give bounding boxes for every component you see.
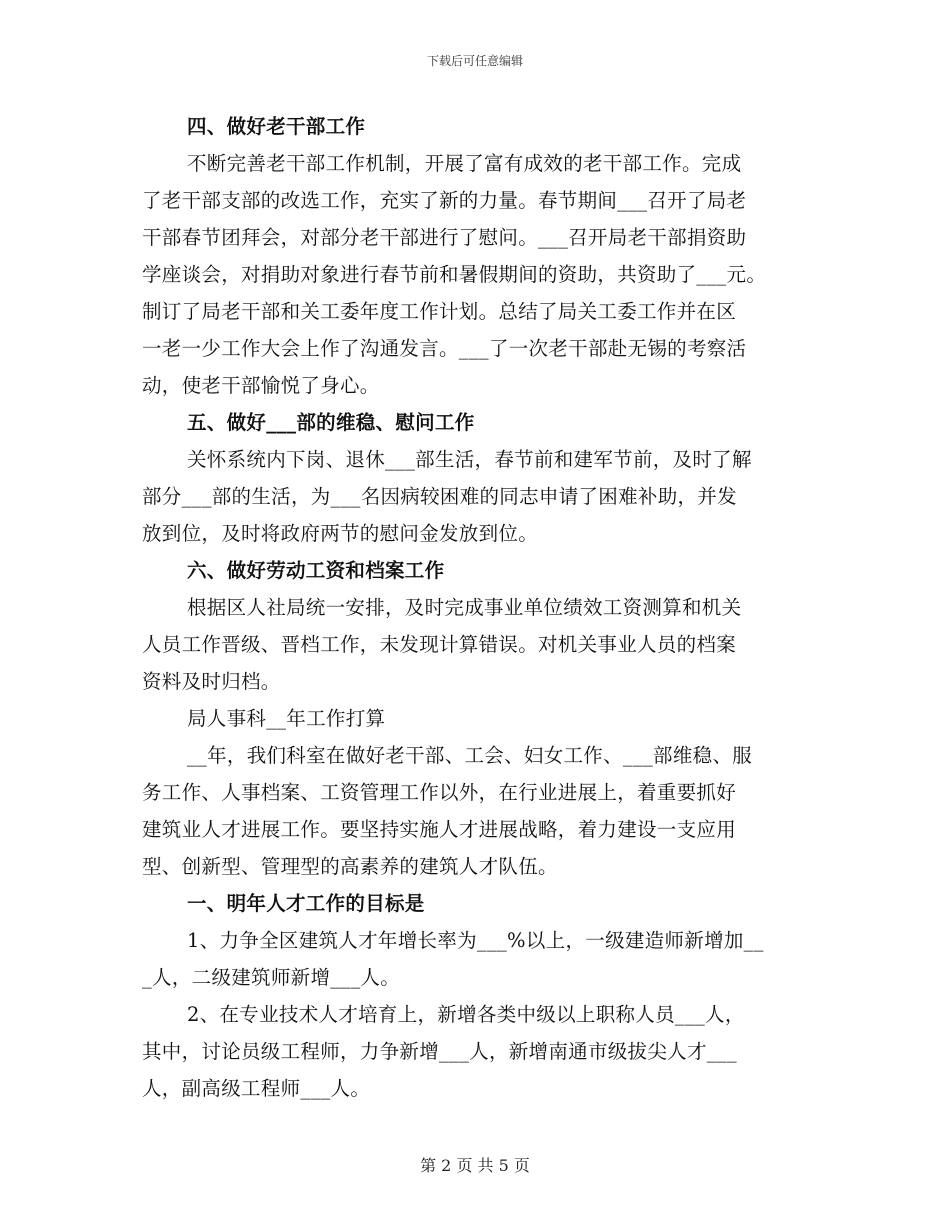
- section-heading-1: 一、明年人才工作的目标是: [187, 892, 425, 915]
- paragraph-line: 放到位，及时将政府两节的慰问金发放到位。: [142, 522, 539, 545]
- paragraph-line: 部分___部的生活，为___名因病较困难的同志申请了困难补助，并发: [142, 485, 737, 508]
- paragraph-line: 干部春节团拜会，对部分老干部进行了慰问。___召开局老干部捐资助: [142, 226, 747, 249]
- paragraph-line: 人员工作晋级、晋档工作，未发现计算错误。对机关事业人员的档案: [142, 633, 737, 656]
- paragraph-line: 关怀系统内下岗、退休___部生活，春节前和建军节前，及时了解: [187, 448, 752, 471]
- paragraph-line: 2、在专业技术人才培育上，新增各类中级以上职称人员___人，: [187, 1003, 745, 1026]
- document-body: [142, 108, 822, 1107]
- subtitle-line: 局人事科__年工作打算: [187, 707, 386, 730]
- paragraph-line: 了老干部支部的改选工作，充实了新的力量。春节期间___召开了局老: [142, 189, 747, 212]
- paragraph-line: 根据区人社局统一安排，及时完成事业单位绩效工资测算和机关: [187, 596, 742, 619]
- paragraph-line: 人，副高级工程师___人。: [142, 1077, 371, 1100]
- paragraph-line: 不断完善老干部工作机制，开展了富有成效的老干部工作。完成: [187, 152, 742, 175]
- section-heading-4: 四、做好老干部工作: [187, 115, 366, 138]
- section-heading-6: 六、做好劳动工资和档案工作: [187, 559, 445, 582]
- paragraph-line: 型、创新型、管理型的高素养的建筑人才队伍。: [142, 855, 558, 878]
- page-number: 第 2 页 共 5 页: [420, 1156, 530, 1175]
- paragraph-line: 建筑业人才进展工作。要坚持实施人才进展战略，着力建设一支应用: [142, 818, 737, 841]
- page-header-note: 下载后可任意编辑: [426, 54, 523, 68]
- paragraph-line: 1、力争全区建筑人才年增长率为___%以上，一级建造师新增加__: [187, 929, 764, 952]
- paragraph-line: __年，我们科室在做好老干部、工会、妇女工作、___部维稳、服: [187, 744, 753, 767]
- paragraph-line: 学座谈会，对捐助对象进行春节前和暑假期间的资助，共资助了___元。: [142, 263, 767, 286]
- paragraph-line: _人，二级建筑师新增___人。: [142, 966, 400, 989]
- paragraph-line: 其中，讨论员级工程师，力争新增___人，新增南通市级拔尖人才___: [142, 1040, 737, 1063]
- paragraph-line: 资料及时归档。: [142, 670, 281, 693]
- section-heading-5: 五、做好___部的维稳、慰问工作: [187, 411, 475, 434]
- paragraph-line: 动，使老干部愉悦了身心。: [142, 374, 380, 397]
- paragraph-line: 制订了局老干部和关工委年度工作计划。总结了局关工委工作并在区: [142, 300, 737, 323]
- paragraph-line: 一老一少工作大会上作了沟通发言。___了一次老干部赴无锡的考察活: [142, 337, 747, 360]
- paragraph-line: 务工作、人事档案、工资管理工作以外，在行业进展上，着重要抓好: [142, 781, 737, 804]
